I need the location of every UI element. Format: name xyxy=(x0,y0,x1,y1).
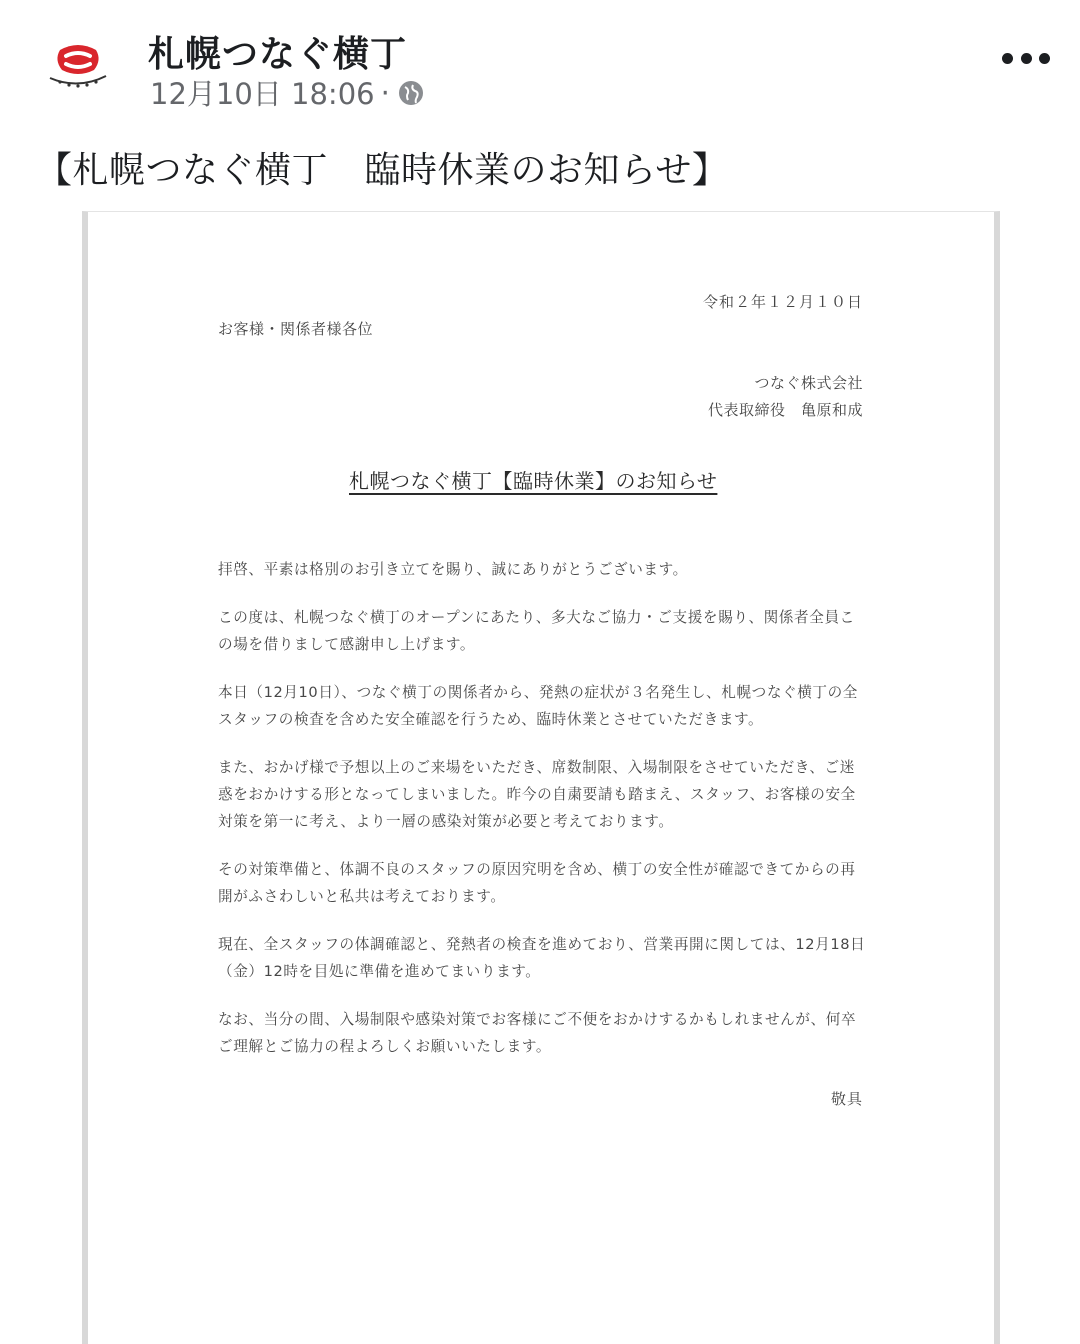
logo-icon xyxy=(40,26,116,102)
post-meta xyxy=(150,72,424,113)
document-body xyxy=(218,556,866,1081)
document-paragraph: また、おかげ様で予想以上のご来場をいただき、席数制限、入場制限をさせていただき、ご迷惑をおかけする形となってしまいました。昨今の自粛要請も踏まえ、スタッフ、お客様の安全対策を第一に考え、より一層の感染対策が必要と考えております。 xyxy=(218,759,856,830)
document-sender-company: つなぐ株式会社 xyxy=(754,374,863,392)
document-sender-name: 代表取締役 亀原和成 xyxy=(707,401,863,419)
document-paragraph: 本日（12月10日）、つなぐ横丁の関係者から、発熱の症状が３名発生し、札幌つなぐ横丁の全スタッフの検査を含めた安全確認を行うため、臨時休業とさせていただきます。 xyxy=(218,684,858,728)
document-paragraph: 現在、全スタッフの体調確認と、発熱者の検査を進めており、営業再開に関しては、12月18日（金）12時を目処に準備を進めてまいります。 xyxy=(218,936,866,980)
document-paragraph: その対策準備と、体調不良のスタッフの原因究明を含め、横丁の安全性が確認できてからの再開がふさわしいと私共は考えております。 xyxy=(218,861,856,905)
document-addressee: お客様・関係者様各位 xyxy=(218,320,374,338)
post-timestamp[interactable]: 12月10日 18:06 xyxy=(150,77,375,111)
post-header xyxy=(0,0,1080,120)
meta-separator: · xyxy=(380,75,390,110)
globe-icon xyxy=(398,80,424,106)
post-text: 【札幌つなぐ横丁 臨時休業のお知らせ】 xyxy=(36,150,729,191)
document-paragraph: 拝啓、平素は格別のお引き立てを賜り、誠にありがとうございます。 xyxy=(218,561,688,578)
document-paragraph: この度は、札幌つなぐ横丁のオープンにあたり、多大なご協力・ご支援を賜り、関係者全員この場を借りまして感謝申し上げます。 xyxy=(218,609,855,653)
document-paragraph: なお、当分の間、入場制限や感染対策でお客様にご不便をおかけするかもしれませんが、何卒ご理解とご協力の程よろしくお願いいたします。 xyxy=(218,1011,857,1055)
page-name[interactable]: 札幌つなぐ横丁 xyxy=(148,34,408,75)
document-date: 令和２年１２月１０日 xyxy=(702,293,863,311)
more-options-button[interactable] xyxy=(1002,40,1050,76)
more-options-icon xyxy=(1002,53,1013,64)
post-photo[interactable] xyxy=(82,211,1000,1344)
notice-document xyxy=(88,212,994,1344)
document-title: 札幌つなぐ横丁【臨時休業】のお知らせ xyxy=(349,469,718,493)
document-closing: 敬具 xyxy=(830,1090,863,1108)
page-avatar[interactable] xyxy=(40,26,116,102)
